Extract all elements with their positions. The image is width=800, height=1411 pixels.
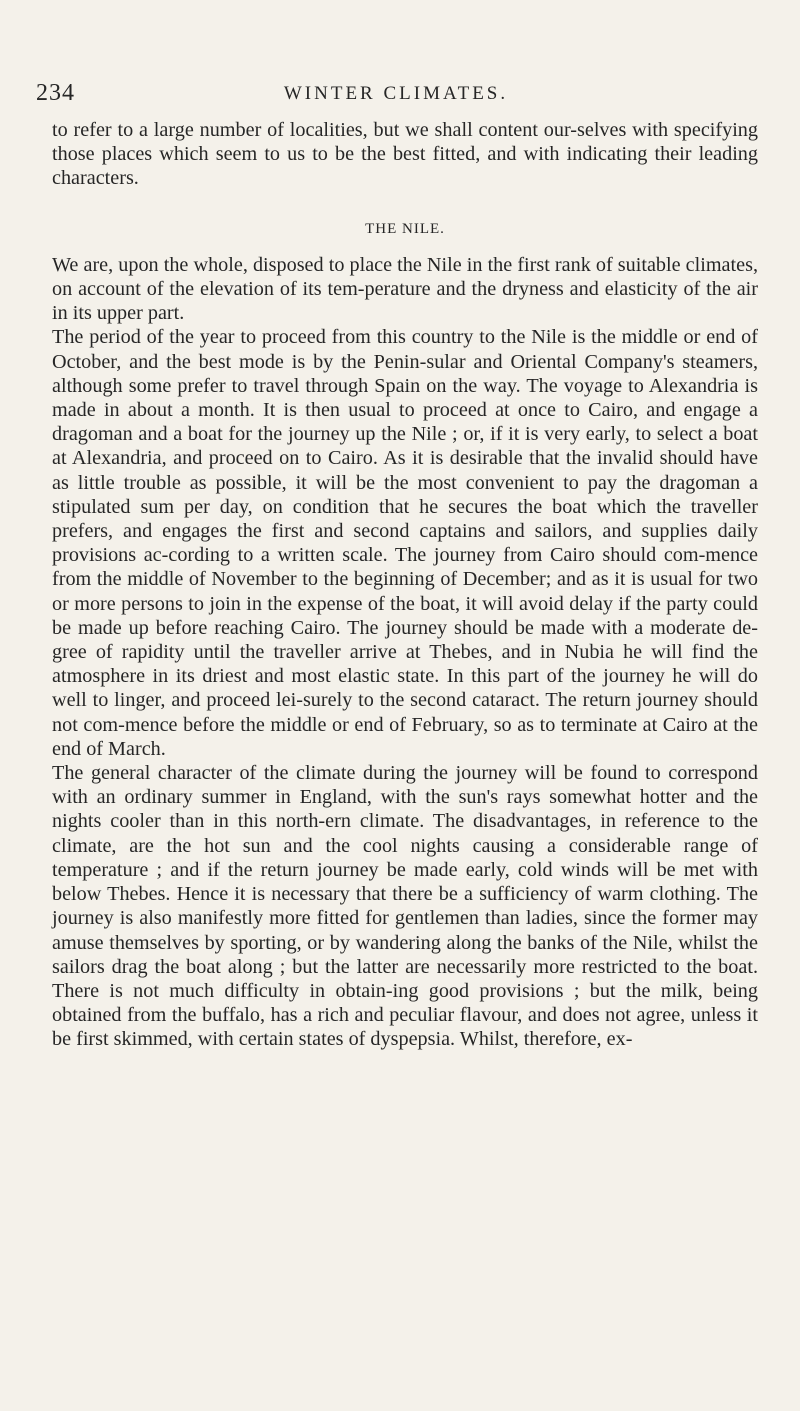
running-title: WINTER CLIMATES. (283, 83, 509, 104)
paragraph-3: The general character of the climate during the journey will be found to correspond with an ordinary summer in England, with the sun's rays somewhat hotter and the nights cooler than in this north-ern climate. The disadvantages, in reference to the climate, are the hot sun and the cool nights causing a considerable range of temperature ; and if the return journey be made early, cold winds will be met with below Thebes. Hence it is necessary that there be a sufficiency of warm clothing. The journey is also manifestly more fitted for gentlemen than ladies, since the former may amuse themselves by sporting, or by wandering along the banks of the Nile, whilst the sailors drag the boat along ; but the latter are necessarily more restricted to the boat. There is not much difficulty in obtain-ing good provisions ; but the milk, being obtained from the buffalo, has a rich and peculiar flavour, and does not agree, unless it be first skimmed, with certain states of dyspepsia. Whilst, therefore, ex- (52, 762, 758, 1051)
page-number: 234 (36, 80, 75, 106)
intro-paragraph: to refer to a large number of localities, but we shall content our-selves with specifying those places which seem to us to be the best fitted, and with indicating their leading characters. (52, 119, 758, 190)
paragraph-1: We are, upon the whole, disposed to place the Nile in the first rank of suitable climates, on account of the elevation of its tem-perature and the dryness and elasticity of the air in its upper part. (52, 253, 758, 325)
paragraph-2: The period of the year to proceed from this country to the Nile is the middle or end of October, and the best mode is by the Penin-sular and Oriental Company's steamers, although some prefer to travel through Spain on the way. The voyage to Alexandria is made in about a month. It is then usual to proceed at once to Cairo, and engage a dragoman and a boat for the journey up the Nile ; or, if it is very early, to select a boat at Alexandria, and proceed on to Cairo. As it is desirable that the invalid should have as little trouble as possible, it will be the most convenient to pay the dragoman a stipulated sum per day, on condition that he secures the boat which the traveller prefers, and engages the first and second captains and sailors, and supplies daily provisions ac-cording to a written scale. The journey from Cairo should com-mence from the middle of November to the beginning of December; and as it is usual for two or more persons to join in the expense of the boat, it will avoid delay if the party could be made up before reaching Cairo. The journey should be made with a moderate de-gree of rapidity until the traveller arrive at Thebes, and in Nubia he will find the atmosphere in its driest and most elastic state. In this part of the journey he will do well to linger, and proceed lei-surely to the second cataract. The return journey should not com-mence before the middle or end of February, so as to terminate at Cairo at the end of March. (52, 326, 758, 760)
running-header (36, 80, 756, 110)
page-body (52, 118, 758, 1052)
section-heading: THE NILE. (365, 220, 445, 237)
